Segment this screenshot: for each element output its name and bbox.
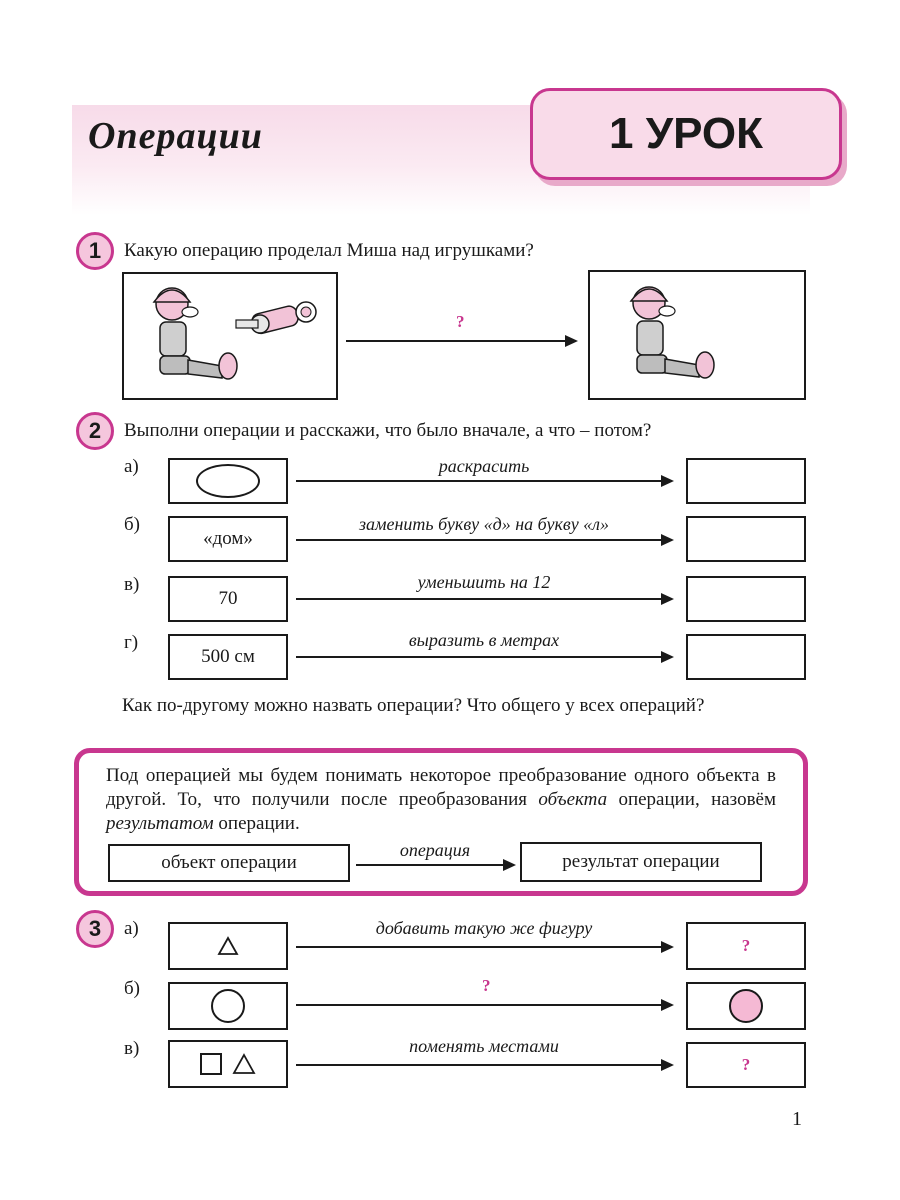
task-2-result-box[interactable]	[686, 576, 806, 622]
toy-soldier-illustration	[591, 273, 803, 397]
task-2-arrow	[296, 539, 672, 541]
definition-part-2: операции, назовём	[607, 789, 776, 810]
task-2-arrow	[296, 598, 672, 600]
task-2-row-letter: в)	[124, 574, 140, 595]
triangle-shape	[232, 1053, 256, 1075]
task-3-object-box	[168, 1040, 288, 1088]
task-3-operation: добавить такую же фигуру	[375, 918, 593, 938]
definition-emphasis-result: результатом	[106, 813, 214, 834]
ellipse-shape	[196, 464, 260, 498]
task-2-number: 2	[76, 412, 114, 450]
task-1-arrow	[346, 340, 576, 342]
task-2-operation: выразить в метрах	[408, 630, 560, 650]
page-title: Операции	[88, 115, 263, 157]
task-2-operation: уменьшить на 12	[417, 572, 551, 592]
task-1-after-image	[588, 270, 806, 400]
task-2-arrow	[296, 480, 672, 482]
toy-soldier-and-cannon-illustration	[124, 274, 336, 398]
task-2-follow-up: Как по-другому можно назвать операции? Что общего у всех операций?	[122, 695, 705, 716]
definition-emphasis-object: объекта	[538, 789, 608, 810]
task-2-row-letter: б)	[124, 514, 140, 535]
task-1-question: Какую операцию проделал Миша над игрушками?	[124, 240, 534, 261]
task-2-row-letter: а)	[124, 456, 139, 477]
definition-arrow	[356, 864, 514, 866]
task-3-arrow	[296, 1004, 672, 1006]
task-3-result-box[interactable]: ?	[686, 922, 806, 970]
task-2-result-box[interactable]	[686, 634, 806, 680]
task-3-row-letter: в)	[124, 1038, 140, 1059]
task-2-result-box[interactable]	[686, 458, 806, 504]
task-3-result-box[interactable]: ?	[686, 1042, 806, 1088]
task-2-arrow	[296, 656, 672, 658]
task-3-row-letter: а)	[124, 918, 139, 939]
task-3-arrow	[296, 1064, 672, 1066]
definition-result-box: результат операции	[520, 842, 762, 882]
task-3-operation: поменять местами	[409, 1036, 559, 1056]
task-2-object-box: 70	[168, 576, 288, 622]
task-2-object-box	[168, 458, 288, 504]
lesson-badge: 1 УРОК	[530, 88, 842, 180]
definition-operation-label: операция	[399, 840, 471, 860]
task-2-operation: заменить букву «д» на букву «л»	[358, 514, 610, 534]
square-shape	[200, 1053, 222, 1075]
task-2-operation: раскрасить	[438, 456, 530, 476]
task-2-result-box[interactable]	[686, 516, 806, 562]
circle-shape	[211, 989, 245, 1023]
task-3-object-box	[168, 922, 288, 970]
definition-text	[106, 764, 776, 836]
definition-part-3: операции.	[213, 813, 300, 834]
definition-object-box: объект операции	[108, 844, 350, 882]
task-1-question-mark: ?	[456, 312, 465, 331]
task-3-arrow	[296, 946, 672, 948]
task-1-before-image	[122, 272, 338, 400]
task-3-object-box	[168, 982, 288, 1030]
task-1-number: 1	[76, 232, 114, 270]
task-3-operation-question-mark[interactable]: ?	[482, 976, 491, 995]
task-3-row-letter: б)	[124, 978, 140, 999]
task-2-object-box: 500 см	[168, 634, 288, 680]
task-2-question: Выполни операции и расскажи, что было вначале, а что – потом?	[124, 420, 652, 441]
definition-part-1: Под операцией мы будем понимать некоторое преобразование одного объекта в другой. То, что получили после преобразования	[106, 765, 776, 810]
task-3-result-box	[686, 982, 806, 1030]
task-3-number: 3	[76, 910, 114, 948]
page-number: 1	[792, 1108, 802, 1130]
task-2-row-letter: г)	[124, 632, 139, 653]
triangle-shape	[217, 936, 239, 956]
pink-circle-shape	[729, 989, 763, 1023]
task-2-object-box: «дом»	[168, 516, 288, 562]
